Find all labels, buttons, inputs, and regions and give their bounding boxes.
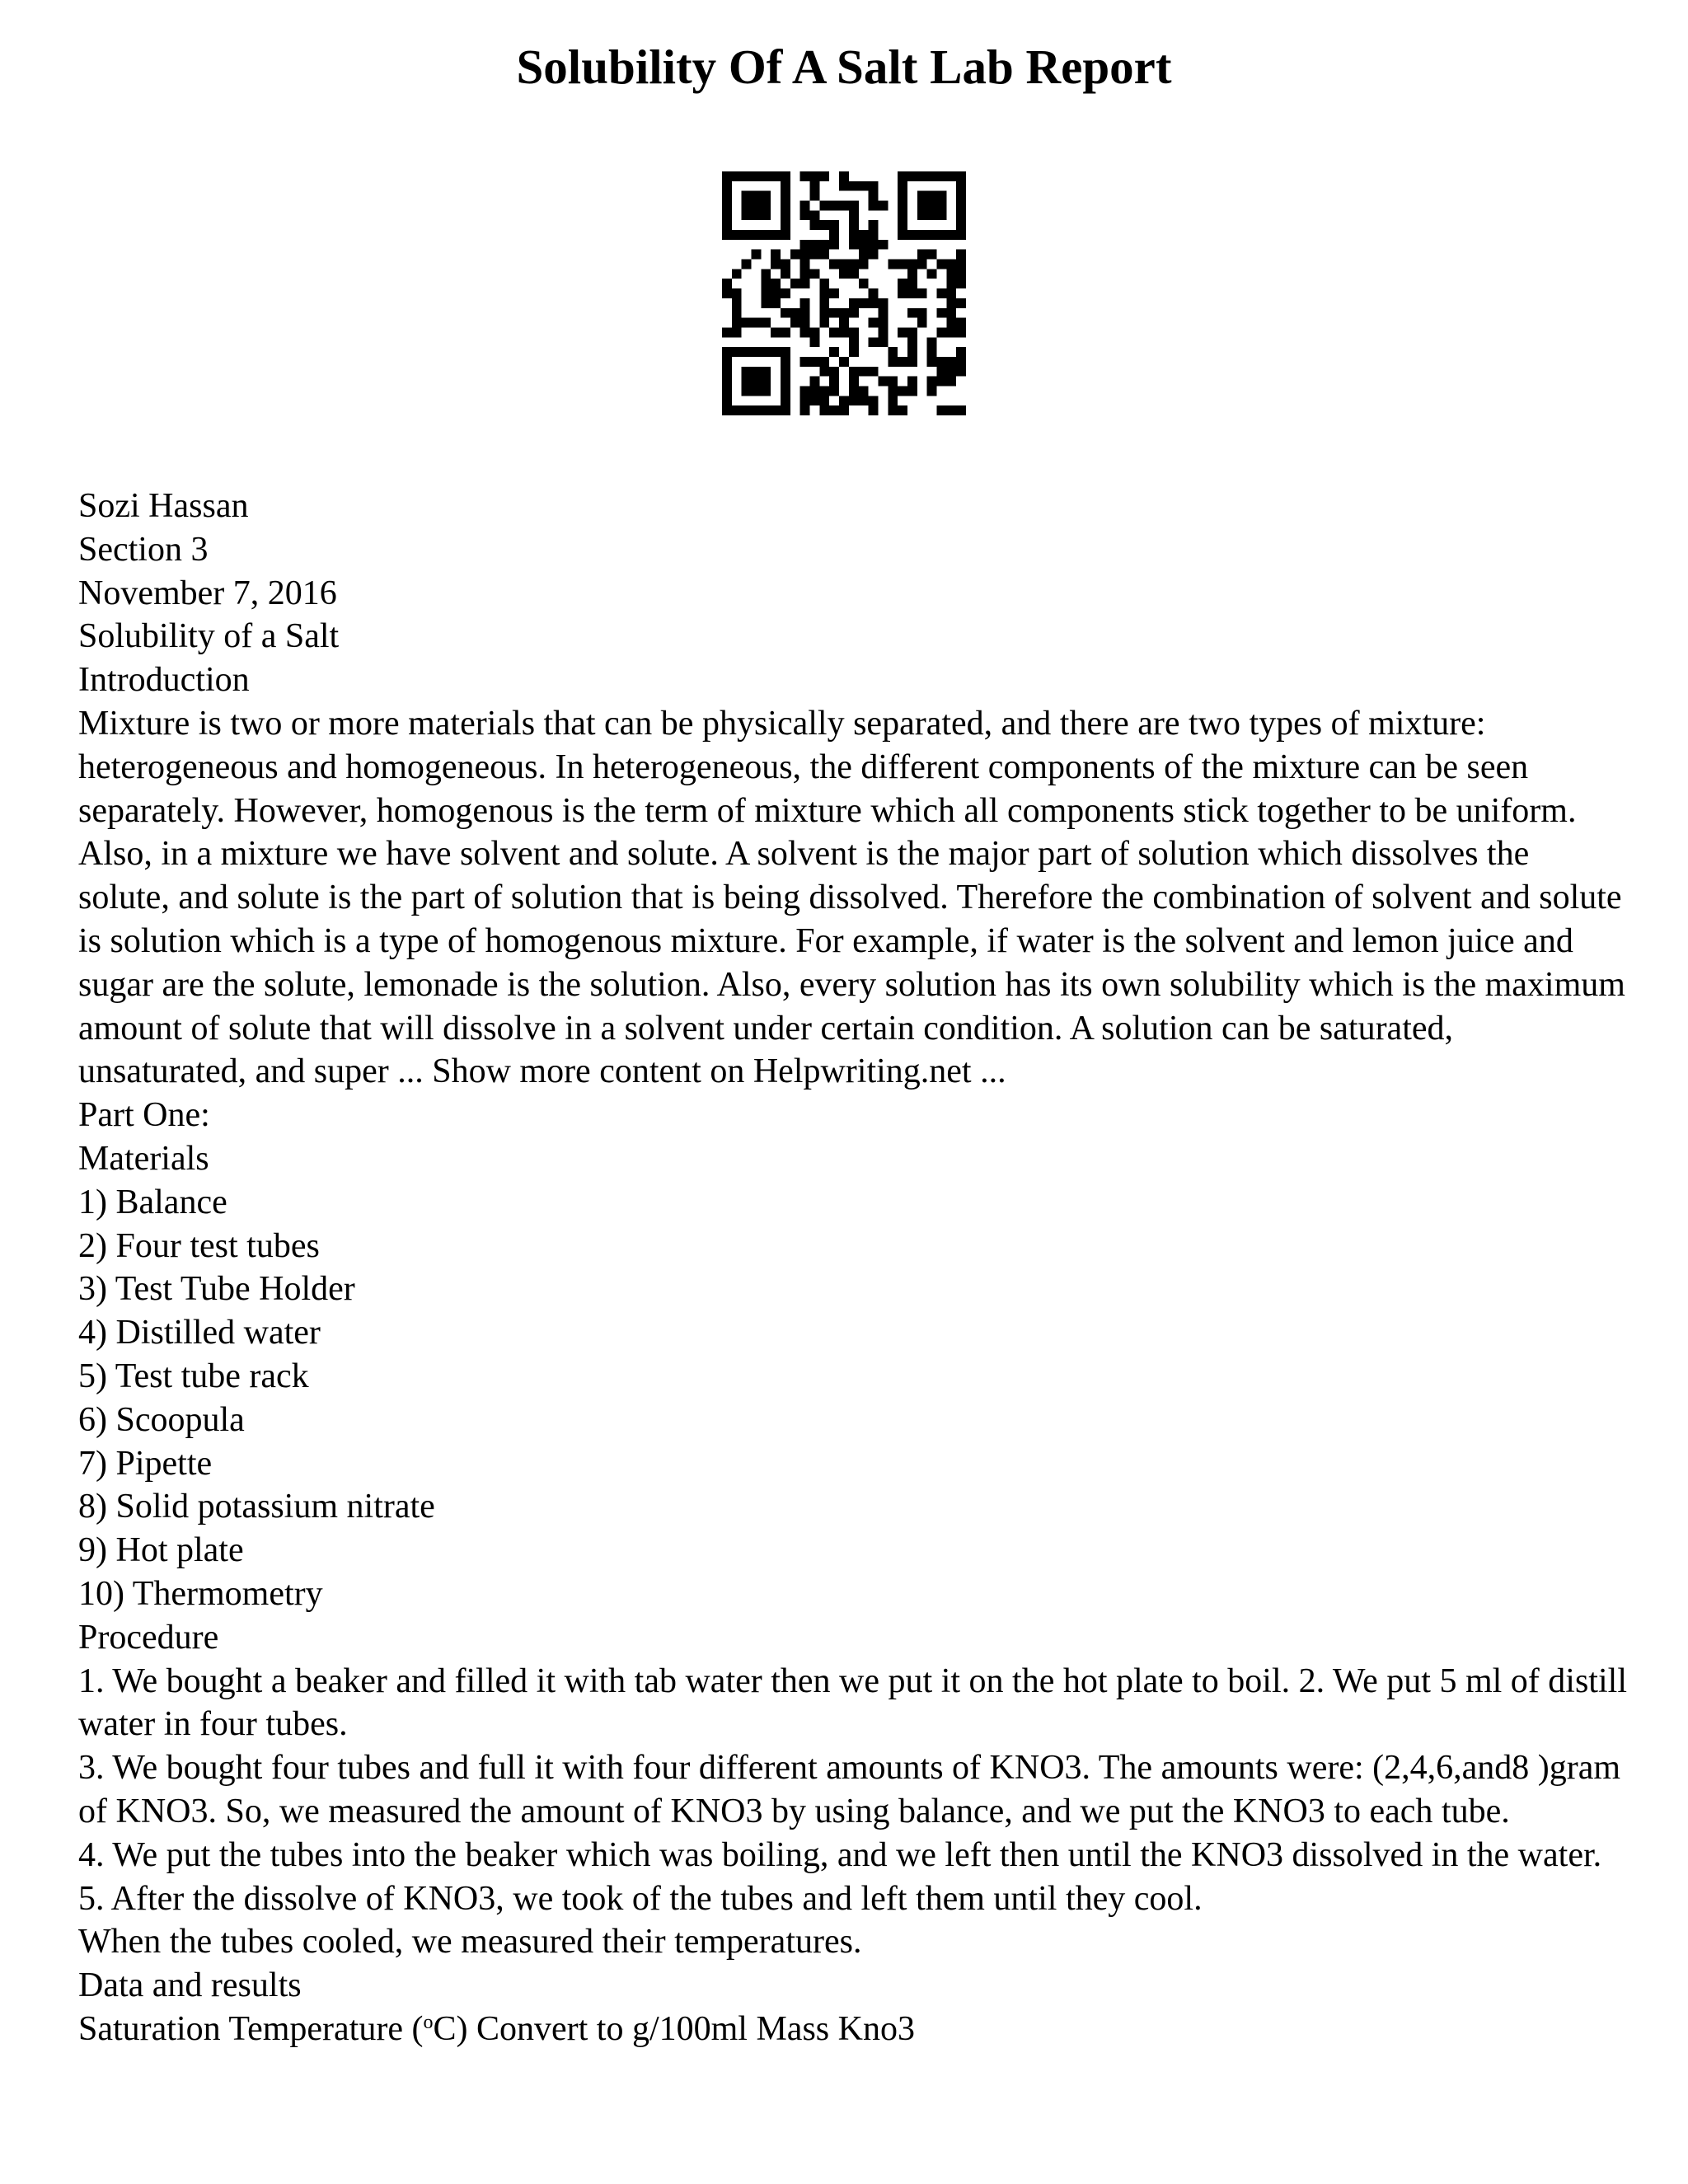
introduction-heading: Introduction	[78, 661, 250, 700]
report-subject: Solubility of a Salt	[78, 617, 340, 656]
materials-item: 8) Solid potassium nitrate	[78, 1488, 435, 1526]
author-name: Sozi Hassan	[78, 487, 249, 525]
procedure-step: 3. We bought four tubes and full it with four different amounts of KNO3. The amounts were: (2,4,6,and8 )gram of KNO3. So, we measured the amount of KNO3 by using balance, and we put the KNO3 to each tube.	[78, 1749, 1621, 1830]
data-table-header-suffix: C) Convert to g/100ml Mass Kno3	[433, 2009, 915, 2048]
procedure-step: 5. After the dissolve of KNO3, we took of the tubes and left them until they cool.	[78, 1879, 1203, 1918]
procedure-heading: Procedure	[78, 1618, 219, 1657]
procedure-step: 1. We bought a beaker and filled it with tab water then we put it on the hot plate to boil. 2. We put 5 ml of distill water in four tubes.	[78, 1661, 1627, 1744]
materials-heading: Materials	[78, 1139, 209, 1178]
materials-item: 2) Four test tubes	[78, 1226, 320, 1265]
section-label: Section 3	[78, 530, 209, 569]
materials-item: 1) Balance	[78, 1183, 227, 1221]
data-table-header-prefix: Saturation Temperature (	[78, 2009, 424, 2048]
materials-item: 6) Scoopula	[78, 1400, 245, 1439]
data-table-header	[78, 2008, 1628, 2051]
data-results-heading: Data and results	[78, 1966, 302, 2005]
introduction-text: Mixture is two or more materials that can be physically separated, and there are two types of mixture: heterogeneous and homogeneous. In heterogeneous, the different components of the mixture can be seen separately. However, homogenous is the term of mixture which all components stick together to be uniform. Also, in a mixture we have solvent and solute. A solvent is the major part of solution which dissolves the solute, and solute is the part of solution that is being dissolved. Therefore the combination of solvent and solute is solution which is a type of homogenous mixture. For example, if water is the solvent and lemon juice and sugar are the solute, lemonade is the solution. Also, every solution has its own solubility which is the maximum amount of solute that will dissolve in a solvent under certain condition. A solution can be saturated, unsaturated, and super ... Show more content on Helpwriting.net ...	[78, 704, 1625, 1091]
materials-item: 10) Thermometry	[78, 1574, 323, 1613]
materials-item: 7) Pipette	[78, 1444, 213, 1483]
materials-item: 3) Test Tube Holder	[78, 1270, 355, 1309]
document-title: Solubility Of A Salt Lab Report	[516, 40, 1172, 94]
qr-code-icon	[722, 171, 966, 415]
materials-item: 9) Hot plate	[78, 1531, 244, 1570]
degree-superscript: o	[423, 2011, 434, 2033]
materials-item: 4) Distilled water	[78, 1314, 321, 1352]
document-body	[78, 485, 1628, 2051]
procedure-step: 4. We put the tubes into the beaker which was boiling, and we left then until the KNO3 dissolved in the water.	[78, 1835, 1602, 1874]
report-date: November 7, 2016	[78, 574, 337, 612]
part-one-heading: Part One:	[78, 1096, 210, 1135]
procedure-step: When the tubes cooled, we measured their temperatures.	[78, 1923, 862, 1961]
materials-item: 5) Test tube rack	[78, 1357, 309, 1395]
